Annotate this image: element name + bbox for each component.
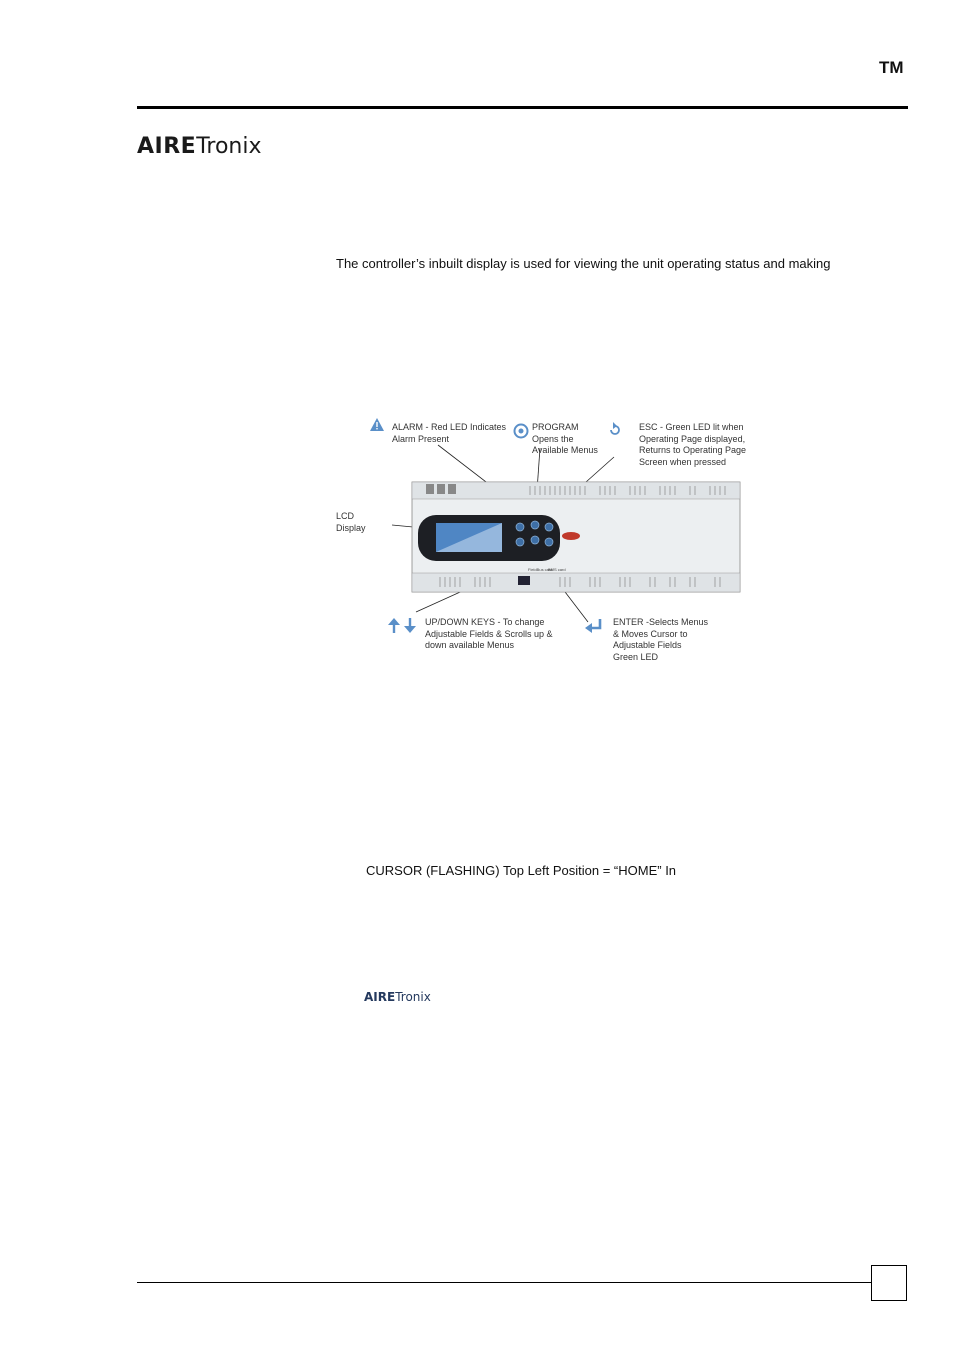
small-logo-part-tronix: Tronix bbox=[395, 990, 431, 1004]
cursor-home-text: CURSOR (FLASHING) Top Left Position = “HOME” In bbox=[366, 863, 677, 878]
alarm-label: ALARM - Red LED Indicates Alarm Present bbox=[392, 422, 507, 444]
airetronix-small-logo bbox=[364, 988, 431, 1006]
airetronix-logo bbox=[137, 134, 262, 159]
alarm-icon bbox=[370, 418, 384, 431]
esc-label: ESC - Green LED lit when Operating Page displayed, Returns to Operating Page Screen when pressed bbox=[639, 422, 747, 467]
page-number-box bbox=[871, 1265, 907, 1301]
header-rule bbox=[137, 106, 908, 109]
logo-part-aire: AIRE bbox=[137, 134, 197, 159]
footer-rule bbox=[137, 1282, 872, 1283]
bms-card-label: BMS card bbox=[548, 567, 566, 572]
small-logo-part-aire: AIRE bbox=[364, 990, 396, 1004]
program-label: PROGRAM Opens the Available Menus bbox=[532, 422, 598, 455]
logo-part-tronix: Tronix bbox=[196, 134, 262, 159]
esc-return-icon bbox=[611, 422, 619, 434]
up-down-arrows-icon bbox=[388, 618, 416, 633]
trademark-label: TM bbox=[879, 58, 904, 77]
intro-paragraph: The controller’s inbuilt display is used for viewing the unit operating status and making bbox=[336, 256, 831, 271]
program-icon bbox=[515, 425, 528, 438]
up-down-keys-label: UP/DOWN KEYS - To change Adjustable Fields & Scrolls up & down available Menus bbox=[425, 617, 553, 650]
enter-label: ENTER -Selects Menus & Moves Cursor to Adjustable Fields Green LED bbox=[613, 617, 709, 662]
controller-body bbox=[412, 482, 740, 592]
fieldbus-card-label: FieldBus card bbox=[528, 567, 553, 572]
lcd-display-label: LCD Display bbox=[336, 511, 366, 533]
controller-diagram bbox=[330, 415, 760, 670]
